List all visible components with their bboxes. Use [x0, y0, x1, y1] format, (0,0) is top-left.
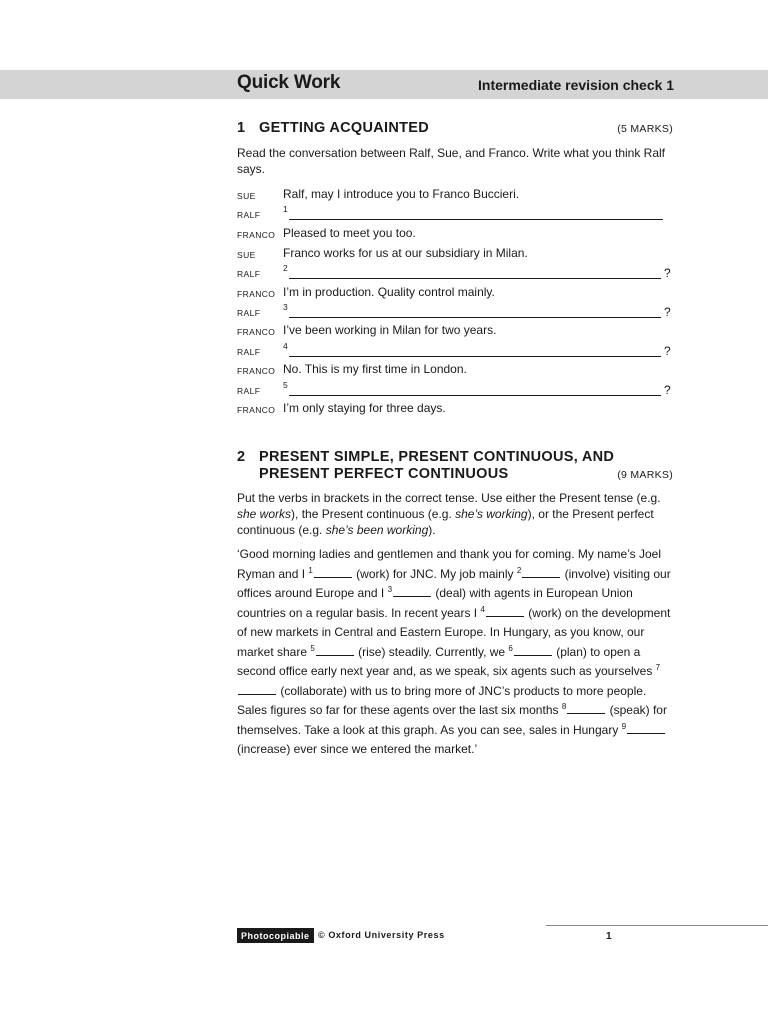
- answer-blank[interactable]: [316, 645, 354, 656]
- answer-blank[interactable]: [627, 723, 665, 734]
- gap-number: 6: [508, 643, 513, 653]
- answer-blank[interactable]: [514, 645, 552, 656]
- question-mark: ?: [664, 305, 671, 319]
- page-title: Quick Work: [237, 72, 341, 93]
- example-perfect-continuous: she’s been working: [325, 523, 429, 537]
- answer-blank[interactable]: [238, 684, 276, 695]
- speaker-label: FRANCO: [237, 405, 276, 415]
- page-subtitle: Intermediate revision check 1: [478, 77, 675, 93]
- passage-text: (deal) with agents in European Union countries on a regular basis. In recent years I: [237, 586, 633, 620]
- section2-instruction: [237, 490, 677, 538]
- utterance: Franco works for us at our subsidiary in Milan.: [283, 246, 528, 260]
- gap-number: 2: [283, 263, 288, 273]
- dialogue-line: [237, 285, 677, 304]
- copyright-notice: © Oxford University Press: [318, 930, 445, 940]
- question-mark: ?: [664, 266, 671, 280]
- gap-number: 7: [655, 663, 661, 672]
- speaker-label: RALF: [237, 269, 261, 279]
- passage-text: (speak) for themselves. Take a look at this graph. As you can see, sales in Hungary: [237, 703, 667, 737]
- footer-rule: [546, 925, 768, 926]
- gap-number: 8: [561, 702, 567, 711]
- passage-text: (increase) ever since we entered the market.’: [237, 742, 478, 756]
- passage-text: (collaborate) with us to bring more of JNC’s products to more people. Sales figures so far for these agents over the last six months: [237, 683, 647, 717]
- section2-number: 2: [237, 449, 246, 465]
- dialogue-gap: [237, 343, 677, 362]
- gap-number: 5: [310, 643, 315, 653]
- section2-marks: (9 MARKS): [617, 469, 673, 481]
- answer-blank[interactable]: [393, 586, 431, 597]
- speaker-label: RALF: [237, 308, 261, 318]
- answer-blank[interactable]: [567, 703, 605, 714]
- section1-title: GETTING ACQUAINTED: [259, 120, 429, 136]
- question-mark: ?: [664, 344, 671, 358]
- passage: [237, 545, 679, 760]
- speaker-label: RALF: [237, 347, 261, 357]
- photocopiable-badge: Photocopiable: [237, 928, 314, 943]
- utterance: I’m in production. Quality control mainly.: [283, 285, 495, 299]
- utterance: I’m only staying for three days.: [283, 401, 446, 415]
- answer-blank[interactable]: [522, 567, 560, 578]
- question-mark: ?: [664, 383, 671, 397]
- gap-number: 4: [283, 341, 288, 351]
- answer-line[interactable]: [289, 395, 661, 396]
- speaker-label: SUE: [237, 250, 256, 260]
- example-continuous: she’s working: [455, 507, 528, 521]
- page-number: 1: [606, 931, 612, 942]
- answer-line[interactable]: [289, 219, 663, 220]
- answer-blank[interactable]: [486, 606, 524, 617]
- gap-number: 3: [283, 302, 288, 312]
- answer-line[interactable]: [289, 278, 661, 279]
- example-present: she works: [237, 507, 292, 521]
- dialogue-line: [237, 246, 677, 265]
- dialogue-line: [237, 187, 677, 206]
- speaker-label: FRANCO: [237, 289, 276, 299]
- section2-title-line2: PRESENT PERFECT CONTINUOUS: [259, 466, 509, 482]
- answer-line[interactable]: [289, 317, 661, 318]
- dialogue-line: [237, 362, 677, 381]
- section1-instruction: Read the conversation between Ralf, Sue, and Franco. Write what you think Ralf says.: [237, 146, 666, 176]
- dialogue-gap: [237, 382, 677, 401]
- instruction-text: ), the Present continuous (e.g.: [291, 507, 456, 521]
- utterance: No. This is my first time in London.: [283, 362, 467, 376]
- passage-text: (rise) steadily. Currently, we: [354, 644, 509, 659]
- answer-line[interactable]: [289, 356, 661, 357]
- answer-blank[interactable]: [314, 567, 352, 578]
- passage-text: (work) for JNC. My job mainly: [352, 566, 517, 581]
- utterance: I’ve been working in Milan for two years.: [283, 323, 497, 337]
- speaker-label: FRANCO: [237, 327, 276, 337]
- dialogue-line: [237, 401, 677, 420]
- passage-text: (plan) to open a second office early next year and, as we speak, six agents such as yourselves: [237, 644, 656, 678]
- dialogue-gap: [237, 206, 677, 225]
- instruction-text: ).: [428, 523, 436, 537]
- gap-number: 5: [283, 380, 288, 390]
- gap-number: 3: [387, 585, 393, 594]
- speaker-label: RALF: [237, 210, 261, 220]
- gap-number: 9: [621, 721, 627, 731]
- speaker-label: SUE: [237, 191, 256, 201]
- speaker-label: FRANCO: [237, 366, 276, 376]
- utterance: Ralf, may I introduce you to Franco Buccieri.: [283, 187, 520, 201]
- gap-number: 1: [308, 565, 313, 575]
- speaker-label: FRANCO: [237, 230, 276, 240]
- dialogue-line: [237, 226, 677, 245]
- section1-marks: (5 MARKS): [617, 123, 673, 135]
- passage-text: (work) on the development of new markets in Central and Eastern Europe. In Hungary, as you know, our market share: [237, 605, 671, 659]
- section2-title-line1: PRESENT SIMPLE, PRESENT CONTINUOUS, AND: [259, 449, 615, 465]
- dialogue-gap: [237, 304, 677, 323]
- instruction-text: Put the verbs in brackets in the correct tense. Use either the Present tense (e.g.: [237, 491, 661, 505]
- instruction-text: ), or the Present perfect continuous (e.g.: [237, 507, 654, 537]
- utterance: Pleased to meet you too.: [283, 226, 416, 240]
- section1-number: 1: [237, 120, 246, 136]
- speaker-label: RALF: [237, 386, 261, 396]
- passage-text: (involve) visiting our offices around Europe and I: [237, 566, 671, 600]
- dialogue-gap: [237, 265, 677, 284]
- dialogue-line: [237, 323, 677, 342]
- passage-text: ‘Good morning ladies and gentlemen and thank you for coming. My name’s Joel Ryman and I: [237, 547, 662, 581]
- gap-number: 4: [480, 604, 485, 614]
- gap-number: 2: [516, 565, 522, 575]
- gap-number: 1: [283, 204, 288, 214]
